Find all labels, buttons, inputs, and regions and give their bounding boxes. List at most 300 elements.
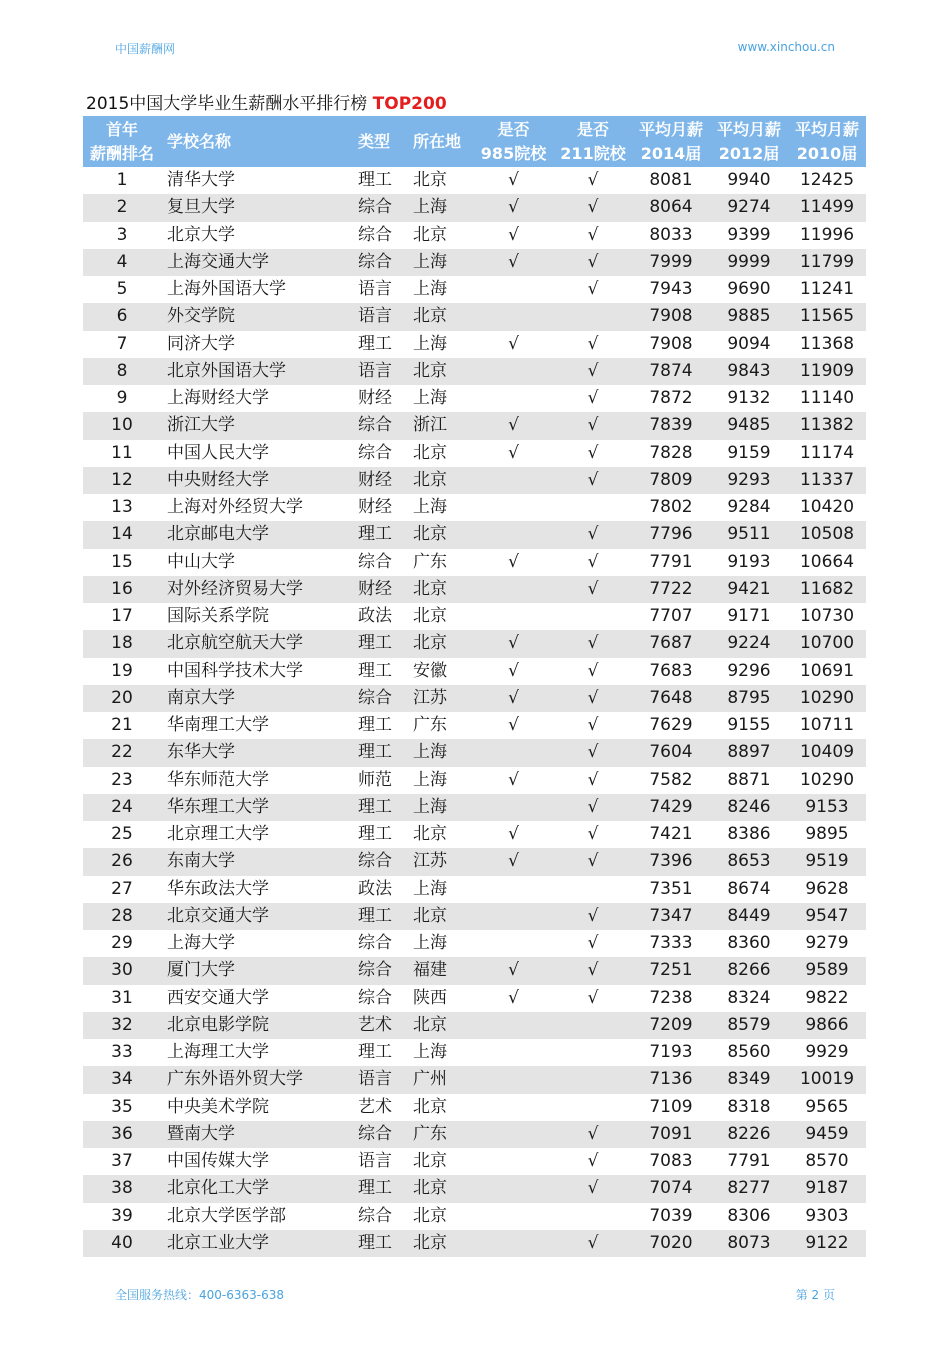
table-row bbox=[83, 630, 866, 657]
type-cell: 理工 bbox=[352, 1175, 407, 1202]
column-header-line: 2012届 bbox=[718, 143, 780, 163]
rank-cell: 17 bbox=[111, 606, 133, 627]
column-header-school-name bbox=[161, 116, 352, 167]
salary-2010-cell: 9547 bbox=[788, 903, 866, 930]
salary-2014-cell: 7796 bbox=[632, 521, 710, 548]
salary-2012-cell: 8277 bbox=[710, 1175, 788, 1202]
is-985-cell: √ bbox=[473, 848, 554, 875]
is-211-cell: √ bbox=[554, 249, 632, 276]
school-name-cell: 中国科学技术大学 bbox=[167, 660, 303, 681]
is-211-cell bbox=[554, 603, 632, 630]
school-name-cell: 华东师范大学 bbox=[167, 769, 269, 790]
type-cell: 理工 bbox=[358, 660, 392, 681]
is-985-cell bbox=[473, 467, 554, 494]
salary-2012-cell: 9399 bbox=[727, 224, 771, 245]
is-985-cell bbox=[473, 603, 554, 630]
type-cell: 综合 bbox=[352, 412, 407, 439]
table-row bbox=[83, 222, 866, 249]
salary-2012-cell: 8360 bbox=[727, 933, 771, 954]
salary-2012-cell: 9293 bbox=[710, 467, 788, 494]
location-cell: 上海 bbox=[413, 1042, 447, 1063]
type-cell: 财经 bbox=[358, 388, 392, 409]
salary-2014-cell: 7333 bbox=[649, 933, 693, 954]
location-cell: 北京 bbox=[407, 358, 473, 385]
salary-2010-cell: 9279 bbox=[805, 933, 849, 954]
is-211-cell: √ bbox=[554, 467, 632, 494]
location-cell: 广东 bbox=[413, 715, 447, 736]
salary-2010-cell: 10409 bbox=[788, 739, 866, 766]
rank-cell: 16 bbox=[83, 576, 161, 603]
school-name-cell: 中山大学 bbox=[167, 551, 235, 572]
location-cell: 上海 bbox=[413, 333, 447, 354]
location-cell: 北京 bbox=[413, 170, 447, 191]
column-header-line: 平均月薪 bbox=[638, 119, 703, 139]
is-985-cell bbox=[473, 876, 554, 903]
table-row bbox=[83, 440, 866, 467]
school-name-cell: 上海大学 bbox=[167, 933, 235, 954]
salary-2014-cell: 7109 bbox=[649, 1096, 693, 1117]
is-211-cell: √ bbox=[554, 1175, 632, 1202]
rank-cell: 24 bbox=[83, 794, 161, 821]
rank-cell: 7 bbox=[116, 333, 128, 354]
column-header-line: 是否 bbox=[576, 119, 609, 139]
salary-2014-cell: 7020 bbox=[632, 1230, 710, 1257]
is-985-cell: √ bbox=[508, 224, 519, 245]
is-211-cell: √ bbox=[554, 358, 632, 385]
is-211-cell bbox=[554, 1012, 632, 1039]
location-cell: 北京 bbox=[407, 903, 473, 930]
location-cell: 北京 bbox=[407, 576, 473, 603]
type-cell: 财经 bbox=[352, 576, 407, 603]
rank-cell: 2 bbox=[83, 194, 161, 221]
salary-2010-cell: 11382 bbox=[788, 412, 866, 439]
rank-cell: 23 bbox=[111, 769, 133, 790]
location-cell: 北京 bbox=[413, 442, 447, 463]
school-name-cell: 对外经济贸易大学 bbox=[161, 576, 352, 603]
is-985-cell bbox=[473, 1203, 554, 1230]
is-211-cell: √ bbox=[554, 1230, 632, 1257]
location-cell: 陕西 bbox=[413, 987, 447, 1008]
salary-2014-cell: 7209 bbox=[632, 1012, 710, 1039]
is-985-cell bbox=[473, 358, 554, 385]
is-211-cell: √ bbox=[587, 715, 599, 736]
rank-cell: 30 bbox=[83, 957, 161, 984]
rank-cell: 1 bbox=[116, 170, 128, 191]
rank-cell: 39 bbox=[111, 1205, 133, 1226]
location-cell: 上海 bbox=[413, 878, 447, 899]
is-985-cell: √ bbox=[473, 957, 554, 984]
location-cell: 北京 bbox=[407, 521, 473, 548]
salary-2012-cell: 9193 bbox=[727, 551, 771, 572]
salary-2014-cell: 7683 bbox=[649, 660, 693, 681]
is-211-cell: √ bbox=[554, 521, 632, 548]
salary-2010-cell: 9895 bbox=[805, 824, 849, 845]
is-211-cell: √ bbox=[554, 794, 632, 821]
salary-2014-cell: 7687 bbox=[632, 630, 710, 657]
salary-2014-cell: 7791 bbox=[649, 551, 693, 572]
is-985-cell bbox=[473, 1094, 554, 1121]
table-row bbox=[83, 249, 866, 276]
column-header-line: 薪酬排名 bbox=[89, 143, 154, 163]
rank-cell: 27 bbox=[111, 878, 133, 899]
is-985-cell: √ bbox=[473, 249, 554, 276]
salary-2014-cell: 7872 bbox=[649, 388, 693, 409]
salary-2010-cell: 11909 bbox=[788, 358, 866, 385]
salary-2010-cell: 11682 bbox=[788, 576, 866, 603]
site-name: 中国薪酬网 bbox=[115, 42, 176, 56]
salary-2010-cell: 9929 bbox=[805, 1042, 849, 1063]
column-header-salary-2012 bbox=[710, 116, 788, 167]
location-cell: 北京 bbox=[407, 630, 473, 657]
salary-2012-cell: 8306 bbox=[727, 1205, 771, 1226]
salary-2014-cell: 7193 bbox=[649, 1042, 693, 1063]
school-name-cell: 上海财经大学 bbox=[167, 388, 269, 409]
is-211-cell: √ bbox=[587, 551, 599, 572]
type-cell: 综合 bbox=[352, 1121, 407, 1148]
rank-cell: 38 bbox=[83, 1175, 161, 1202]
salary-2010-cell: 9303 bbox=[805, 1205, 849, 1226]
salary-2014-cell: 8081 bbox=[649, 170, 693, 191]
salary-2012-cell: 8871 bbox=[727, 769, 771, 790]
salary-2014-cell: 7839 bbox=[632, 412, 710, 439]
location-cell: 上海 bbox=[407, 794, 473, 821]
salary-2010-cell: 9589 bbox=[788, 957, 866, 984]
salary-2014-cell: 7251 bbox=[632, 957, 710, 984]
is-211-cell: √ bbox=[587, 769, 599, 790]
salary-2014-cell: 7351 bbox=[649, 878, 693, 899]
salary-2010-cell: 10730 bbox=[799, 606, 855, 627]
salary-2012-cell: 9132 bbox=[727, 388, 771, 409]
salary-2014-cell: 7604 bbox=[632, 739, 710, 766]
salary-2010-cell: 10290 bbox=[788, 685, 866, 712]
salary-2010-cell: 9153 bbox=[788, 794, 866, 821]
is-211-cell: √ bbox=[587, 824, 599, 845]
rank-cell: 36 bbox=[83, 1121, 161, 1148]
is-211-cell bbox=[554, 494, 632, 521]
table-row bbox=[83, 576, 866, 603]
table-row bbox=[83, 303, 866, 330]
type-cell: 政法 bbox=[358, 606, 392, 627]
table-row bbox=[83, 1066, 866, 1093]
column-header-line: 平均月薪 bbox=[794, 119, 859, 139]
salary-2014-cell: 7582 bbox=[649, 769, 693, 790]
is-211-cell: √ bbox=[554, 848, 632, 875]
salary-2012-cell: 8795 bbox=[710, 685, 788, 712]
salary-2010-cell: 9187 bbox=[788, 1175, 866, 1202]
is-211-cell: √ bbox=[587, 1151, 599, 1172]
salary-2014-cell: 7421 bbox=[649, 824, 693, 845]
type-cell: 理工 bbox=[358, 824, 392, 845]
salary-2014-cell: 7802 bbox=[649, 497, 693, 518]
location-cell: 广东 bbox=[413, 551, 447, 572]
salary-2010-cell: 9519 bbox=[788, 848, 866, 875]
table-row bbox=[83, 1175, 866, 1202]
salary-2014-cell: 7908 bbox=[649, 333, 693, 354]
salary-2010-cell: 9866 bbox=[788, 1012, 866, 1039]
table-row bbox=[83, 412, 866, 439]
location-cell: 北京 bbox=[407, 1175, 473, 1202]
salary-2014-cell: 7238 bbox=[649, 987, 693, 1008]
school-name-cell: 北京化工大学 bbox=[161, 1175, 352, 1202]
rank-cell: 6 bbox=[83, 303, 161, 330]
is-211-cell: √ bbox=[554, 739, 632, 766]
school-name-cell: 北京邮电大学 bbox=[161, 521, 352, 548]
column-header-type bbox=[352, 116, 407, 167]
school-name-cell: 北京外国语大学 bbox=[161, 358, 352, 385]
salary-2014-cell: 7874 bbox=[632, 358, 710, 385]
is-985-cell bbox=[473, 521, 554, 548]
column-header-line: 985院校 bbox=[480, 143, 547, 163]
table-row bbox=[83, 167, 866, 194]
salary-2010-cell: 11241 bbox=[799, 279, 855, 300]
hotline: 全国服务热线：400-6363-638 bbox=[115, 1288, 285, 1302]
table-row bbox=[83, 331, 866, 358]
rank-cell: 8 bbox=[83, 358, 161, 385]
type-cell: 理工 bbox=[358, 333, 392, 354]
salary-2012-cell: 8579 bbox=[710, 1012, 788, 1039]
is-211-cell: √ bbox=[587, 224, 599, 245]
school-name-cell: 华南理工大学 bbox=[167, 715, 269, 736]
salary-2014-cell: 7707 bbox=[649, 606, 693, 627]
is-985-cell bbox=[473, 385, 554, 412]
salary-2012-cell: 8560 bbox=[727, 1042, 771, 1063]
type-cell: 理工 bbox=[352, 903, 407, 930]
is-211-cell: √ bbox=[554, 576, 632, 603]
school-name-cell: 北京工业大学 bbox=[161, 1230, 352, 1257]
is-211-cell: √ bbox=[587, 333, 599, 354]
location-cell: 北京 bbox=[413, 824, 447, 845]
is-211-cell: √ bbox=[554, 194, 632, 221]
type-cell: 理工 bbox=[352, 630, 407, 657]
salary-2014-cell: 7136 bbox=[632, 1066, 710, 1093]
salary-2012-cell: 8653 bbox=[710, 848, 788, 875]
column-header-rank bbox=[83, 116, 161, 167]
location-cell: 江苏 bbox=[407, 685, 473, 712]
is-985-cell bbox=[473, 576, 554, 603]
salary-2010-cell: 10290 bbox=[799, 769, 855, 790]
school-name-cell: 北京理工大学 bbox=[167, 824, 269, 845]
salary-2010-cell: 9628 bbox=[805, 878, 849, 899]
rank-cell: 22 bbox=[83, 739, 161, 766]
column-header-location bbox=[407, 116, 473, 167]
rank-cell: 32 bbox=[83, 1012, 161, 1039]
school-name-cell: 北京大学 bbox=[167, 224, 235, 245]
table-row bbox=[83, 794, 866, 821]
is-211-cell: √ bbox=[554, 630, 632, 657]
rank-cell: 10 bbox=[83, 412, 161, 439]
table-row bbox=[83, 985, 866, 1012]
is-211-cell: √ bbox=[587, 660, 599, 681]
school-name-cell: 上海对外经贸大学 bbox=[167, 497, 303, 518]
salary-2014-cell: 7908 bbox=[632, 303, 710, 330]
rank-cell: 13 bbox=[111, 497, 133, 518]
rank-cell: 15 bbox=[111, 551, 133, 572]
rank-cell: 21 bbox=[111, 715, 133, 736]
salary-2010-cell: 11337 bbox=[788, 467, 866, 494]
type-cell: 理工 bbox=[358, 170, 392, 191]
salary-2012-cell: 9224 bbox=[710, 630, 788, 657]
salary-2014-cell: 7809 bbox=[632, 467, 710, 494]
salary-2010-cell: 10700 bbox=[788, 630, 866, 657]
table-row bbox=[83, 767, 866, 794]
is-985-cell bbox=[473, 303, 554, 330]
salary-2010-cell: 11174 bbox=[799, 442, 855, 463]
is-985-cell: √ bbox=[508, 660, 519, 681]
school-name-cell: 西安交通大学 bbox=[167, 987, 269, 1008]
site-url[interactable]: www.xinchou.cn bbox=[737, 40, 835, 54]
salary-2014-cell: 7722 bbox=[632, 576, 710, 603]
column-header-line: 211院校 bbox=[560, 143, 626, 163]
salary-2010-cell: 11368 bbox=[799, 333, 855, 354]
is-211-cell bbox=[554, 303, 632, 330]
type-cell: 语言 bbox=[352, 1066, 407, 1093]
table-row bbox=[83, 194, 866, 221]
rank-cell: 29 bbox=[111, 933, 133, 954]
type-cell: 综合 bbox=[352, 249, 407, 276]
is-211-cell: √ bbox=[587, 170, 599, 191]
salary-2010-cell: 10691 bbox=[799, 660, 855, 681]
salary-2012-cell: 8226 bbox=[710, 1121, 788, 1148]
salary-2012-cell: 9274 bbox=[710, 194, 788, 221]
rank-cell: 34 bbox=[83, 1066, 161, 1093]
column-header-line: 是否 bbox=[497, 119, 530, 139]
salary-2012-cell: 8266 bbox=[710, 957, 788, 984]
salary-2010-cell: 12425 bbox=[799, 170, 855, 191]
school-name-cell: 中国人民大学 bbox=[167, 442, 269, 463]
rank-cell: 9 bbox=[116, 388, 128, 409]
is-985-cell: √ bbox=[508, 987, 519, 1008]
type-cell: 语言 bbox=[358, 279, 392, 300]
school-name-cell: 北京大学医学部 bbox=[167, 1205, 286, 1226]
salary-ranking-table bbox=[83, 116, 866, 1257]
salary-2014-cell: 7039 bbox=[649, 1205, 693, 1226]
table-row bbox=[83, 1094, 866, 1121]
school-name-cell: 北京电影学院 bbox=[161, 1012, 352, 1039]
is-211-cell bbox=[554, 1203, 632, 1230]
salary-2012-cell: 9171 bbox=[727, 606, 771, 627]
is-985-cell bbox=[473, 276, 554, 303]
type-cell: 理工 bbox=[352, 521, 407, 548]
rank-cell: 25 bbox=[111, 824, 133, 845]
is-985-cell: √ bbox=[508, 715, 519, 736]
salary-2014-cell: 7396 bbox=[632, 848, 710, 875]
type-cell: 艺术 bbox=[358, 1096, 392, 1117]
table-row bbox=[83, 521, 866, 548]
salary-2012-cell: 8449 bbox=[710, 903, 788, 930]
table-row bbox=[83, 1203, 866, 1230]
salary-2012-cell: 8073 bbox=[710, 1230, 788, 1257]
type-cell: 综合 bbox=[358, 224, 392, 245]
school-name-cell: 华东理工大学 bbox=[161, 794, 352, 821]
column-header-line: 2010届 bbox=[796, 143, 858, 163]
school-name-cell: 中央美术学院 bbox=[167, 1096, 269, 1117]
rank-cell: 19 bbox=[111, 660, 133, 681]
rank-cell: 40 bbox=[83, 1230, 161, 1257]
school-name-cell: 中央财经大学 bbox=[161, 467, 352, 494]
rank-cell: 37 bbox=[111, 1151, 133, 1172]
type-cell: 理工 bbox=[358, 715, 392, 736]
is-211-cell: √ bbox=[554, 412, 632, 439]
is-985-cell bbox=[473, 494, 554, 521]
location-cell: 上海 bbox=[413, 769, 447, 790]
location-cell: 浙江 bbox=[407, 412, 473, 439]
is-211-cell: √ bbox=[587, 442, 599, 463]
location-cell: 北京 bbox=[407, 1230, 473, 1257]
table-row bbox=[83, 739, 866, 766]
salary-2010-cell: 10508 bbox=[788, 521, 866, 548]
school-name-cell: 东华大学 bbox=[161, 739, 352, 766]
location-cell: 北京 bbox=[407, 303, 473, 330]
type-cell: 综合 bbox=[352, 194, 407, 221]
salary-2010-cell: 8570 bbox=[805, 1151, 849, 1172]
school-name-cell: 广东外语外贸大学 bbox=[161, 1066, 352, 1093]
location-cell: 上海 bbox=[407, 194, 473, 221]
is-985-cell bbox=[473, 739, 554, 766]
salary-2012-cell: 9511 bbox=[710, 521, 788, 548]
location-cell: 北京 bbox=[407, 467, 473, 494]
column-header-is-211 bbox=[554, 116, 632, 167]
location-cell: 北京 bbox=[413, 1096, 447, 1117]
table-row bbox=[83, 358, 866, 385]
salary-2012-cell: 8246 bbox=[710, 794, 788, 821]
type-cell: 财经 bbox=[352, 467, 407, 494]
salary-2014-cell: 7429 bbox=[632, 794, 710, 821]
column-header-salary-2010 bbox=[788, 116, 866, 167]
table-row bbox=[83, 821, 866, 848]
school-name-cell: 上海理工大学 bbox=[167, 1042, 269, 1063]
salary-2012-cell: 8897 bbox=[710, 739, 788, 766]
is-211-cell bbox=[554, 1039, 632, 1066]
table-row bbox=[83, 1148, 866, 1175]
column-header-line: 平均月薪 bbox=[716, 119, 781, 139]
type-cell: 综合 bbox=[352, 848, 407, 875]
type-cell: 理工 bbox=[358, 1042, 392, 1063]
is-985-cell bbox=[473, 1039, 554, 1066]
salary-2012-cell: 9284 bbox=[727, 497, 771, 518]
salary-2012-cell: 8318 bbox=[727, 1096, 771, 1117]
type-cell: 师范 bbox=[358, 769, 392, 790]
location-cell: 江苏 bbox=[407, 848, 473, 875]
salary-2012-cell: 9885 bbox=[710, 303, 788, 330]
type-cell: 综合 bbox=[358, 1205, 392, 1226]
is-985-cell bbox=[473, 1148, 554, 1175]
is-985-cell: √ bbox=[508, 442, 519, 463]
salary-2010-cell: 10019 bbox=[788, 1066, 866, 1093]
is-985-cell bbox=[473, 930, 554, 957]
salary-2010-cell: 11799 bbox=[788, 249, 866, 276]
location-cell: 北京 bbox=[407, 1012, 473, 1039]
salary-2012-cell: 9094 bbox=[727, 333, 771, 354]
column-header-is-985 bbox=[473, 116, 554, 167]
location-cell: 上海 bbox=[413, 497, 447, 518]
school-name-cell: 暨南大学 bbox=[161, 1121, 352, 1148]
salary-2010-cell: 11140 bbox=[799, 388, 855, 409]
column-header-line: 所在地 bbox=[413, 131, 462, 151]
is-211-cell bbox=[554, 1066, 632, 1093]
salary-2010-cell: 9565 bbox=[805, 1096, 849, 1117]
rank-cell: 28 bbox=[83, 903, 161, 930]
table-row bbox=[83, 1230, 866, 1257]
school-name-cell: 北京交通大学 bbox=[161, 903, 352, 930]
column-header-line: 学校名称 bbox=[167, 131, 232, 151]
salary-2012-cell: 8324 bbox=[727, 987, 771, 1008]
salary-2014-cell: 7648 bbox=[632, 685, 710, 712]
table-row bbox=[83, 957, 866, 984]
location-cell: 北京 bbox=[413, 1151, 447, 1172]
table-row bbox=[83, 685, 866, 712]
is-985-cell bbox=[473, 903, 554, 930]
column-header-line: 类型 bbox=[358, 131, 391, 151]
